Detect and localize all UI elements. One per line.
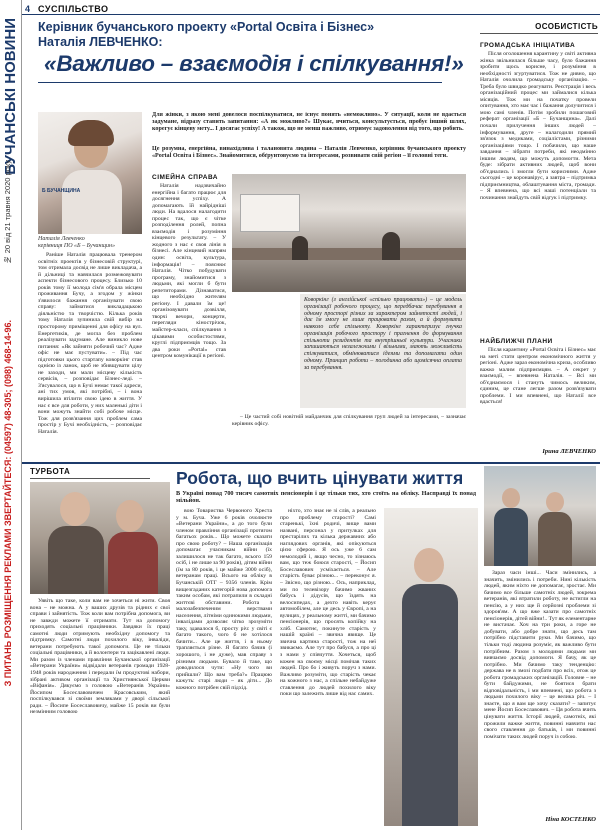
elderly-body-1 bbox=[48, 526, 104, 594]
article2-author: Ніна КОСТЕНКО bbox=[545, 816, 596, 823]
volunteer-face-2 bbox=[546, 492, 564, 512]
coworking-chair-2 bbox=[382, 232, 400, 260]
coworking-window bbox=[240, 194, 300, 232]
coworking-chair bbox=[292, 236, 308, 260]
a2-col2-paragraph: вою Товариства Червоного Хреста у м. Буча. Уже 6 років очолюєте «Ветерани України», а до того були членом правління організації протягом багатьох років... Що можете сказати про свою роботу? – Наша організація допомагає учасникам війни (їх залишилося не так багато, всього 159 осіб, і не лише за 90 років), дітям війни (їм за 80 років, і це майже 3000 осіб), ветеранам праці. Всього на обліку в Бучанській ОТГ – 9356 членів. Крім вищезгаданих категорій нова допомога таким особам, які потрапили в складні життєві обставини. Робота з малозабезпеченим верствами населення, літніми одинокими людьми, інвалідами дозволяє чітко зрозуміти таку, здавалося б, просту річ: у світі є багато такого, чого б не хотілося бачити... Але це життя, і в ньому трапляється різне. Я багато бачив (і хорошого, і не дуже), мав справу з різними людьми. Бувало й таке, що доводилося чути: «Ну чого ви прийшли? Що вам треба?» Працюю кажуть: старі люди – як діти... До кожного потрібен свій підхід. bbox=[176, 508, 272, 691]
portrait-logo: Б БУЧАНЩИНА bbox=[42, 188, 81, 194]
volunteers-photo bbox=[484, 466, 596, 566]
article2-col1 bbox=[30, 598, 170, 826]
title-underline bbox=[38, 82, 442, 83]
volunteer-body-2 bbox=[538, 512, 572, 566]
portrait-photo bbox=[38, 112, 142, 234]
elderly-photo bbox=[30, 482, 170, 594]
article2-col2 bbox=[176, 508, 272, 826]
article-col4b bbox=[480, 347, 596, 445]
article-col4 bbox=[480, 51, 596, 334]
coworking-table bbox=[232, 248, 466, 260]
a2-col1-paragraph: Уявіть що таке, коли вам не хочеться ні жити. Своя вона – не можна. А у ваших друзів та рідних є свої справи і зайнятість. Тож коли вам потрібна допомога, ви не завжди можете її отримати. Тут на допомогу приходять соціальні працівники. Завдяки їх праці самотні люди отримують необхідну допомогу та підтримку. Самотні люди похилого віку, інваліди, ветерани потребують такої допомоги. Це не тільки соціальні працівники, а й волонтери та зацікавлені люди. Ми разом із членами правління Бучанської організації «Ветерани України» відвідали ветеранів громади 1928-1948 років народження і передали їм продуктові набори, зібрані активом організації та Християнської Церкви «Віфанія». Дякуємо з головою «Ветеранів України» Йосипом Босеславовичем Красовським, який поспілкувався зі своїми земляками у дворі сільської ради. – Йосипе Босеславовичу, майже 15 років ви були незмінним головою bbox=[30, 598, 170, 716]
article1-author: Ірина ЛЕВЧЕНКО bbox=[542, 448, 596, 455]
page-number: 4 bbox=[25, 4, 31, 14]
article-kicker-name: Наталія ЛЕВЧЕНКО: bbox=[38, 35, 163, 49]
article-kicker: Керівник бучанського проекту «Portal Освіта і Бізнес» bbox=[38, 20, 375, 34]
col4b-paragraph: Після карантину «Portal Освіта і Бізнес» має на меті стати центром економічного життя у регіоні. Адже зараз економічна криза, особливо важко малим підприємцям. – А секрет у взаємодії, – впевнена Наталія. – Всі ми об'єднаємося і стануть чимось великим, єдиним, це стане легше разом розв'язувати проблеми. І ми впевнені, що Наталії все вдасться! bbox=[480, 347, 596, 406]
rubric-care: ТУРБОТА bbox=[30, 467, 150, 479]
article2-title: Робота, що вчить цінувати життя bbox=[176, 468, 464, 488]
article2-lead: В Україні понад 700 тисяч самотніх пенсіонерів і це тільки тих, хто стоїть на обліку. Насправді їх понад мільйон. bbox=[176, 490, 476, 505]
elderly-face-2 bbox=[116, 500, 144, 532]
paper-name: БУЧАНСЬКІ НОВИНИ bbox=[2, 18, 19, 175]
elderly-face-1 bbox=[60, 492, 90, 526]
article-lead: Для жінки, з якою мені довелося поспілкуватися, не існує понять «неможливо». У ситуації, коли не вдається задумане, відразу ставить запитання: «А як можливо?» Шукає, вчиться, консультується, пробує інший шлях, корегує кінцеву мету... І досягає успіху! А також, що не менш важливо, отримує задоволення від того, що робить. bbox=[152, 112, 466, 132]
col2-paragraph: Наталія надзвичайно енергійна і багато працює для досягнення успіху. А допомагають їй найрідніші люди. На вдалося налагодити процес так, що є чітке розподілення ролей, попна взаємодія і розуміння кінцевого результату. – У жодного з нас є своя лінія в бізнесі. Але кінцевий напрям один: освіта, культура, інформація! – пояснює Наталія. Чітко побудувати програму, знайомитися з людьми, які могли б бути репетиторами. Дізнаватися, що необхідно жителям регіону. І давали їм це! організовувати дозвілля, творчі вечори, концерти, перегляди кінострічок, майстер-класи, спілкування з цікавими особистостями, круглі підприємців тощо. За два роки «Portal» став центром комунікації в регіоні. bbox=[152, 183, 226, 360]
article-divider bbox=[22, 462, 600, 464]
article-title: «Важливо – взаємодія і спілкування!» bbox=[44, 51, 464, 76]
interview-body bbox=[402, 584, 458, 826]
ads-contact: З ПИТАНЬ РОЗМІЩЕННЯ РЕКЛАМИ ЗВЕРТАЙТЕСЯ: (04597) 48-305; (098) 468-14-96. bbox=[3, 320, 13, 687]
a2-col4-paragraph: Зараз часи інші... Часи змінились, а значить, змінились і потреби. Нині кількість людей, яким ніхто не допомагає, зростає. Ми бачимо все більше самотніх людей, зокрема ветеранів, які втратили роботу, не встигли на пенсію, а у них ще й серйозні проблеми зі здоров'ям. А що вже казати про самотніх пенсіонерів, дітей війни!.. Тут як елементарне не вистачає. Хоч на три роки, а горе не добувати, або добре знати, що десь там потрібно підставити руки. Ми бачимо, що тільки тоді людина розуміє, як важливо бути потрібним. Разом з молодими людьми ми вивчаємо досвід допомоги. Я бачу, як це потрібно. Ми бачимо таку тенденцію: держава не в змозі подбати про всіх, отож це робота громадських організацій. Головне – не бути байдужими, не боятися брати відповідальність, і ми впевнені, що робота з людьми похилого віку – це велика річ. – І знаєте, що я вам ще хочу сказати? – запитує мене Йосип Босеславович. – Ця робота вчить цінувати життя. Історії людей, самотніх, які прожили важке життя, повинні навчити нас свого ставлення до батьків, і ми повинні помічати таких людей поруч із собою. bbox=[484, 570, 596, 740]
photo-caption-name: Наталія Левченко bbox=[38, 236, 85, 242]
subhead-initiative: ГРОМАДСЬКА ІНІЦІАТИВА bbox=[480, 42, 576, 49]
article-col2 bbox=[152, 183, 226, 458]
page-header bbox=[22, 4, 600, 15]
col1-paragraph: Раніше Наталія працювала тренером освітніх проектів у бізнесовій структурі, том отримала досвід не лише викладача, а й дільниці та навчилася розмежовувати аспекти бізнесового процесу. Близько 10 років тому її молода сім'я обрала місцем проживання Бучу, а згодом у жінки з'явилося бажання організувати свою справу: займатися викладацькою діяльністю та творчістю. Кілька років тому Наталія зупинила свій вибір на просторому приміщенні для офісу на вул. Енергетиків, де могла без проблем реалізувати задумане. Але виникло нове питання: «Як зайняти робочий час? Адже офіс не має пустувати». – Під час підготовки цього стартапу коворкінг став однією із ланок, щоб не збивщувати цілу не заходи, ми мали місцеву кількість сервісів, – розповідає Бізнес-леді. – З'ясувалося, що в Бучі немає такої адреси, ані тих умов, які потрібні, – і вона вирішила втілити свою ідею в життя. У нас є все для роботи, у них маленькі діти і вони можуть знайти собі робоче місце. Тож для розв'язання цих проблем сама простір у Бучі необхідність, – розповідає Наталія. bbox=[38, 252, 142, 435]
interview-face bbox=[414, 548, 444, 582]
volunteer-body-1 bbox=[494, 508, 528, 566]
col23-paragraph: – Це частий собі новітній майданчик для спілкування груп людей за інтересами, – зазначає керівник офісу. bbox=[232, 414, 466, 427]
a2-col3-paragraph: ніхто, хто знає не зі слів, а реально про проблему старості? Самі старенькі, їхні родичі, вище вами названі, персонал у притулках для престарілих та кілька державних або наглядових органів, які опікуються цією сферою. Я ось уже 6 сам немолодий і, якщо чесно, то зізнаюсь вам, що теж боюся старості, – Йосип Босеславович усміхається. – Але старість буває різною... – переконує я. – Звісно, що різною... Ось, наприклад, ми по телевізору бачимо жваних бабусь і дідусів, що їздять на велосипедах, а дехто навіть керує автомобілем, але це десь у Європі, а на вулицях, у реальному житті, ми бачимо пенсіонерів, що просять копійку на хліб. Самотнє, покинуте старість у нашій країні – звична явище. Це звична картина старості, тож на неї звикаємо. Але тут про бабуся, а про ці з нами у співчуття. Хочеться, щоб кожен на своєму місці помічав таких людей. Про бо і живуть поруч з нами. Важливо розуміти, що старість чекає на кожного з нас, а спільне небайдуже ставлення до людей похилого віку поки що залежить лише від нас самих. bbox=[280, 508, 376, 698]
col4-paragraph: Після оголошення карантину у світі активна жінка звільнилася більше часу, було бажання зробити щось корисне, і розуміння в необхідності згуртуватися. Тож не дивно, що Наталія очолила громадську організацію. – Треба було швидко реагувати. Реєстрація і весь організаційний процес ми займалися кілька місяців. Тож ми на початку провели опитування, хто має час і бажання долучитися і мою самі членів. Потім зробили пошаговий реферат організації «Б – Бучанщина». Далі почали прилучення інших людей – інформування, друге – налагодили прямий зв'язок з медиками, соціалістами, різними організаціями тощо. І побачили, що наше завдання – зібрати потреби, які неодмінно іншим людям, що можуть допомогти. Мета буде: зібрати активних людей, щоб вони об'єднались і змогли бути корисними. Адже сьогодні – це коронавірус, а завтра – підтримка підприємництва, облаштування міста, громади. – Я впевнена, що всі наші потенціали та починання знайдуть свій відгук і підтримку. bbox=[480, 51, 596, 202]
interview-photo bbox=[384, 508, 478, 826]
left-sidebar bbox=[0, 0, 22, 830]
article2-col3 bbox=[280, 508, 376, 826]
coworking-callout: Коворкінг (з англійської «спільно працювати») – це модель організації робочого процесу, що передбачає перебування в одному просторі різних за характером зайнятості людей, і дає їм змогу не лише працювати разом, а й формувати навколо себе спільноту. Коворкінг характеризує гнучка організація робочого простору і прагнення до формування спільноти резидентів та внутрішньої культури. Учасники запишаються незалежними і вільними, мають можливість спілкуватися, обмінюватися ідеями та допомагати один одному. Принцип роботи – погодинна або щомісячна оплата за перебування. bbox=[300, 294, 466, 408]
coworking-photo bbox=[232, 174, 466, 292]
article2-col4 bbox=[484, 570, 596, 814]
article-col1 bbox=[38, 252, 142, 458]
portrait-hair bbox=[68, 120, 114, 146]
elderly-body-2 bbox=[108, 532, 158, 594]
subhead-family: СІМЕЙНА СПРАВА bbox=[152, 174, 219, 181]
photo-caption-role: керівниця ПО «Б – Бучанщин» bbox=[38, 243, 116, 249]
subhead-plans: НАЙБЛИЖЧІ ПЛАНИ bbox=[480, 338, 553, 345]
article-col23 bbox=[232, 414, 466, 458]
portrait-shirt bbox=[62, 170, 122, 234]
section-label: СУСПІЛЬСТВО bbox=[38, 4, 109, 14]
issue-info: № 20 від 21 травня 2020 року bbox=[3, 160, 12, 265]
photo-caption bbox=[38, 236, 142, 250]
article-lead-2: Це розумна, енергійна, винахідлива і талановита людина – Наталія Левченко, керівник бучанського проекту «Portal Освіта і Бізнес». Знайомитися, обґрунтовуємо та інтересами, розвивати свій регіон – її головні теги. bbox=[152, 146, 466, 159]
volunteer-face-1 bbox=[502, 488, 520, 508]
rubric-personality: ОСОБИСТІСТЬ bbox=[480, 22, 598, 34]
